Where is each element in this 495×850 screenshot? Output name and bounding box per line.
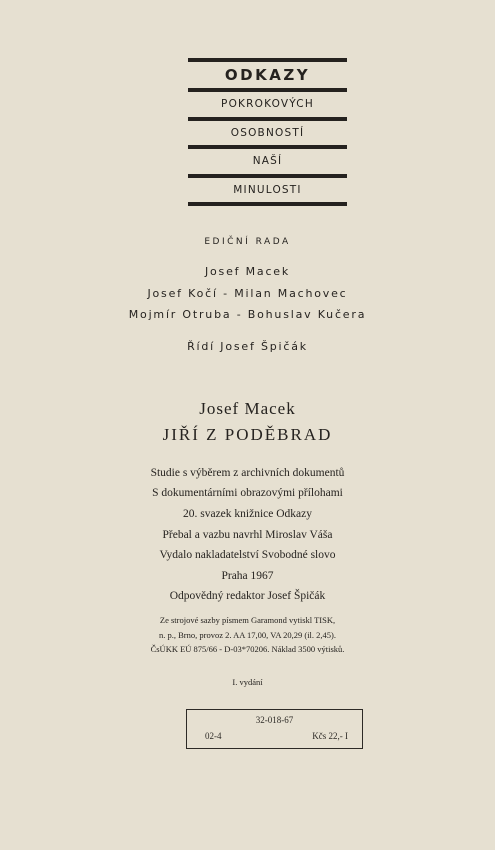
board-heading: EDIČNÍ RADA (204, 237, 291, 247)
detail-line: Přebal a vazbu navrhl Miroslav Váša (162, 529, 333, 541)
catalog-box (186, 709, 363, 749)
series-line: OSOBNOSTÍ (230, 126, 305, 139)
board-editor: Řídí Josef Špičák (187, 340, 308, 353)
edition: I. vydání (232, 677, 263, 687)
printing-line: n. p., Brno, provoz 2. AA 17,00, VA 20,29 (il. 2,45). (158, 630, 336, 640)
series-title: ODKAZY (224, 66, 311, 84)
board-member: Josef Macek (204, 265, 291, 278)
detail-line: 20. svazek knižnice Odkazy (182, 508, 312, 520)
printing-line: Ze strojové sazby písmem Garamond vytiskl TISK, (159, 615, 336, 625)
detail-line: Praha 1967 (221, 570, 274, 582)
detail-line: S dokumentárními obrazovými přílohami (152, 487, 343, 499)
detail-line: Vydalo nakladatelství Svobodné slovo (159, 549, 336, 561)
book-author: Josef Macek (199, 399, 296, 418)
group-code: 02-4 (205, 731, 222, 741)
catalog-number: 32-018-67 (255, 715, 294, 725)
series-header (188, 58, 347, 206)
series-line: NAŠÍ (252, 155, 283, 167)
detail-line: Studie s výběrem z archivních dokumentů (150, 467, 345, 479)
book-title: JIŘÍ Z PODĚBRAD (162, 425, 333, 444)
price: Kčs 22,- I (312, 731, 348, 741)
divider (188, 202, 347, 206)
board-member: Mojmír Otruba - Bohuslav Kučera (128, 308, 367, 321)
board-member: Josef Kočí - Milan Machovec (147, 287, 348, 300)
printing-line: ČsÚKK EÚ 875/66 - D-03*70206. Náklad 3500 výtisků. (150, 644, 345, 654)
series-line: POKROKOVÝCH (221, 98, 314, 110)
series-line: MINULOSTI (233, 183, 302, 196)
detail-line: Odpovědný redaktor Josef Špičák (169, 590, 326, 602)
